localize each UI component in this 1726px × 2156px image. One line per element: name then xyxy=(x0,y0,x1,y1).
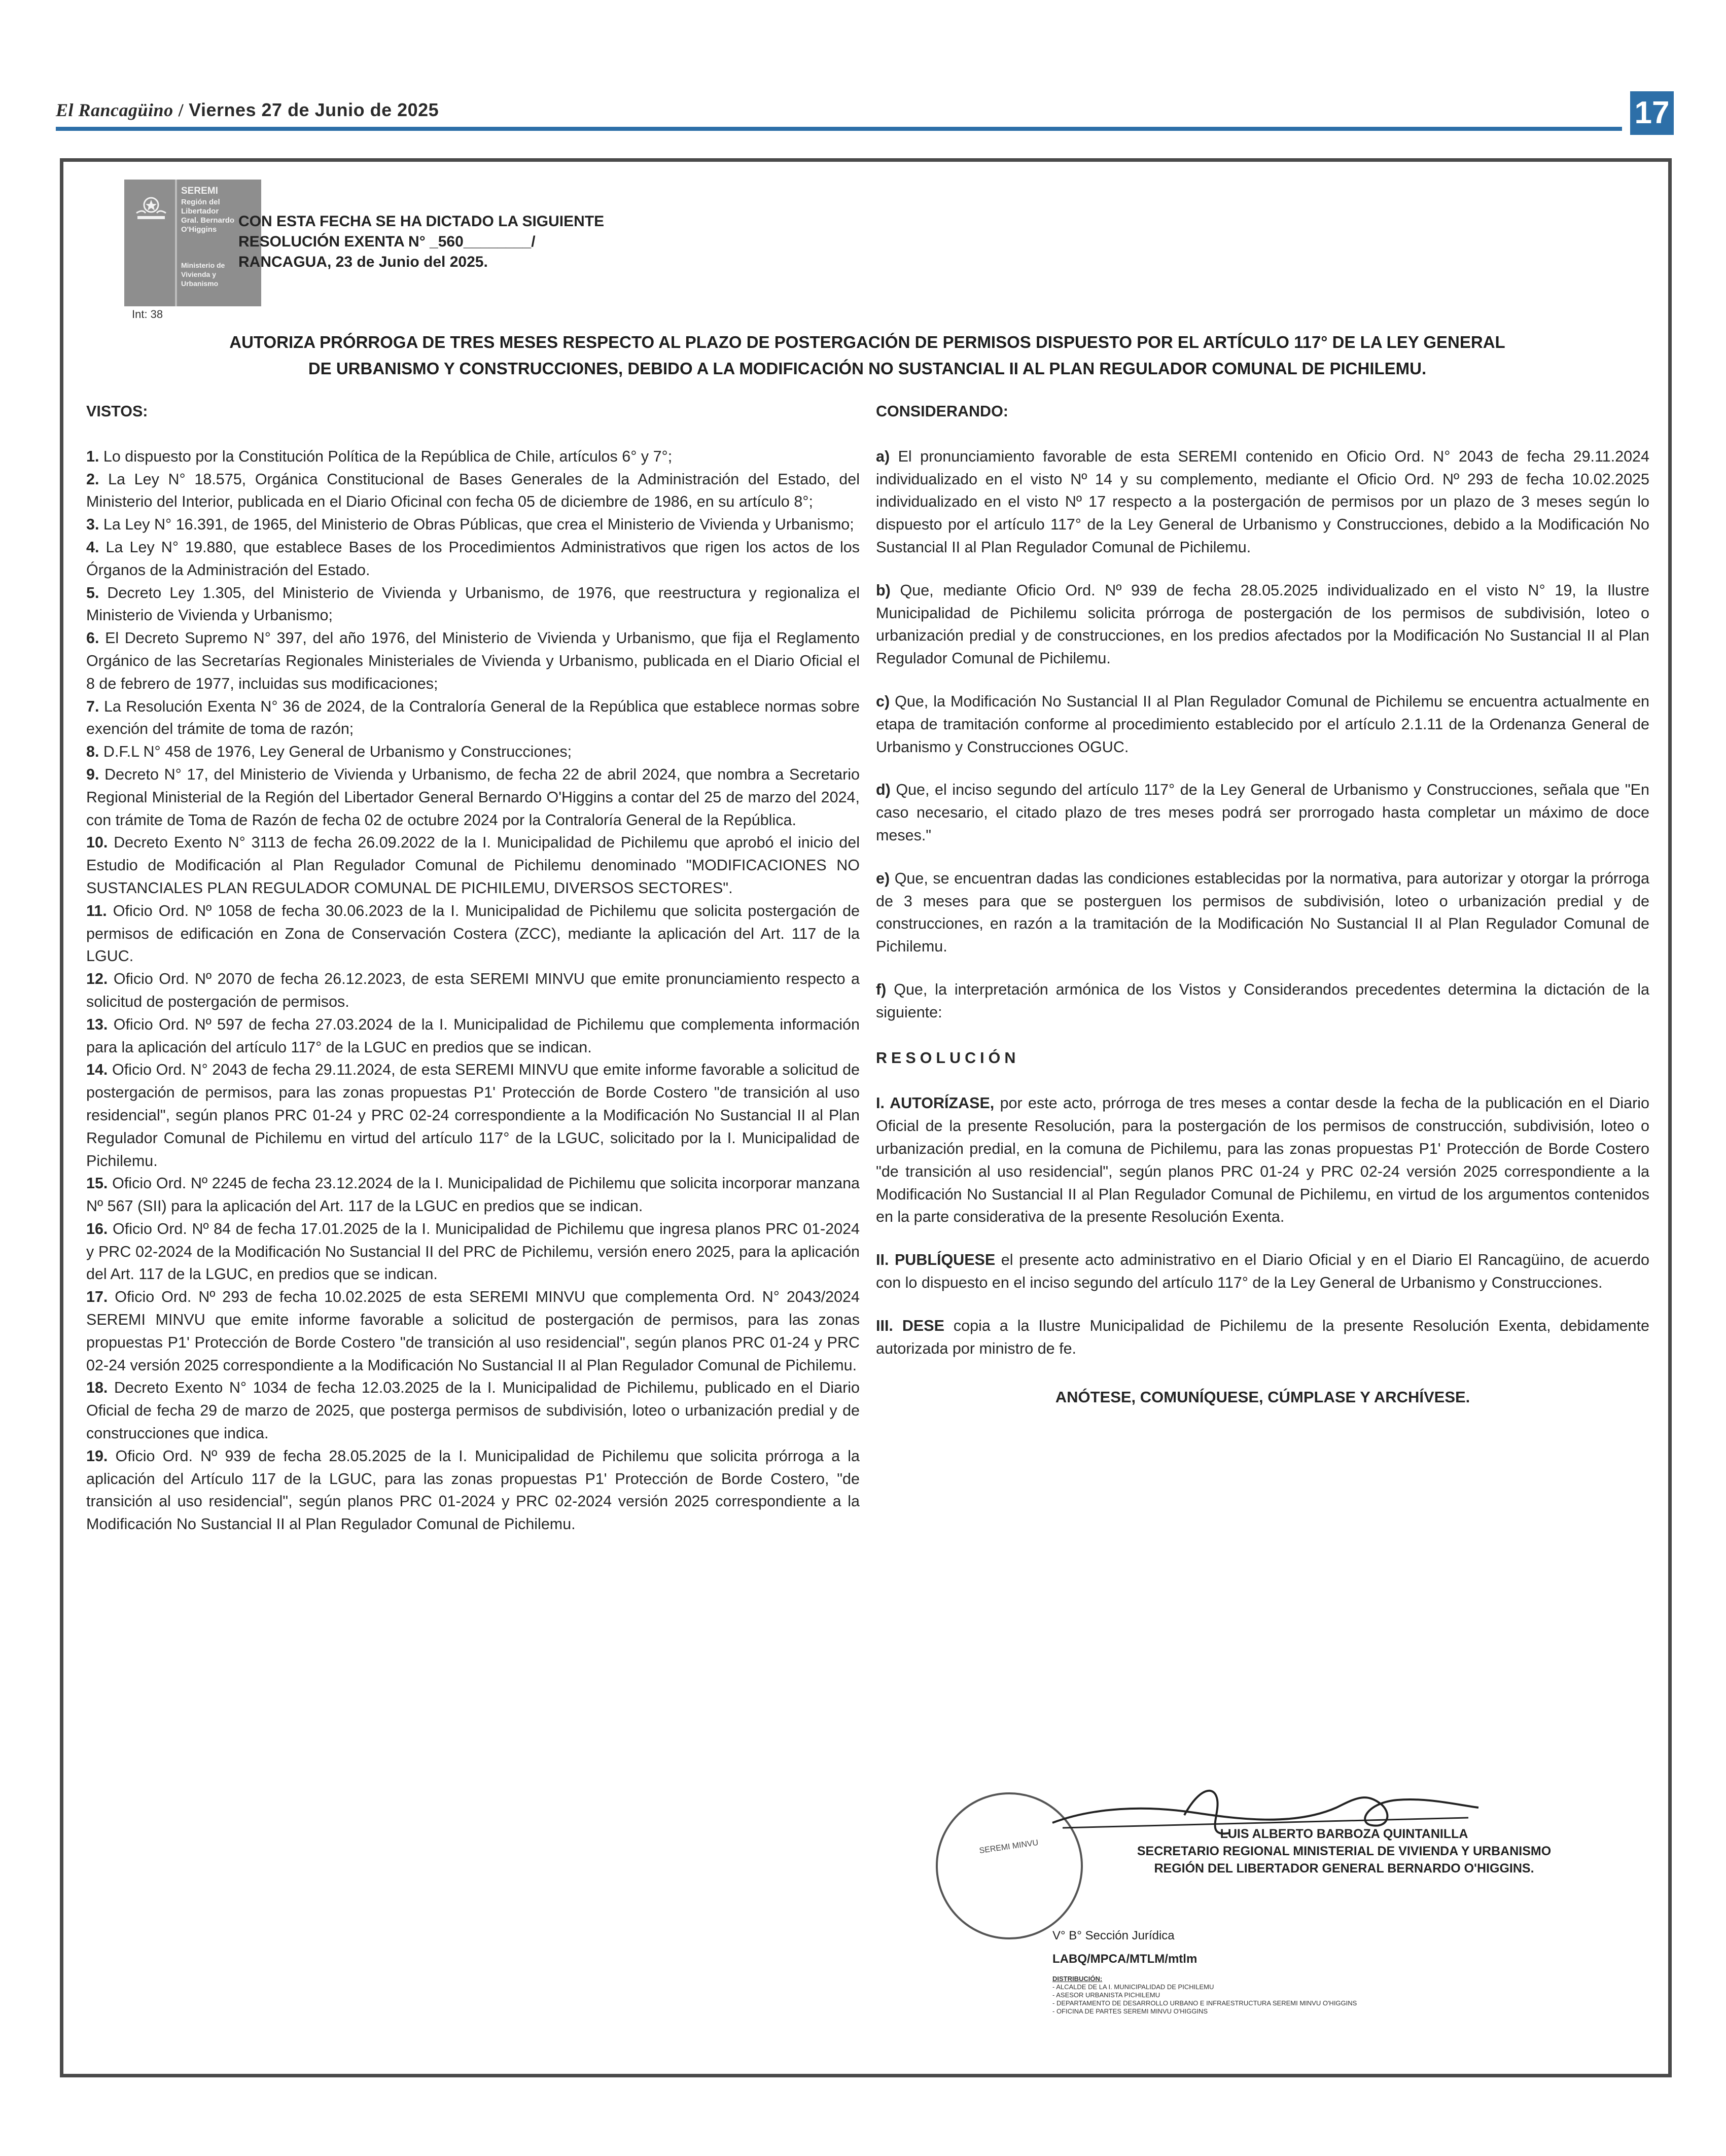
chile-crest-icon xyxy=(133,191,169,226)
newspaper-name: El Rancagüino xyxy=(56,100,173,120)
visto-number: 6. xyxy=(86,629,99,647)
visto-item xyxy=(86,627,860,695)
logo-ministry-line: Vivienda y xyxy=(181,270,217,278)
considerando-heading: CONSIDERANDO: xyxy=(876,403,1008,420)
visto-text: Decreto Ley 1.305, del Ministerio de Vivienda y Urbanismo, de 1976, que reestructura y regionaliza el Ministerio de Vivienda y Urbanismo; xyxy=(86,584,860,624)
considerando-text: Que, la interpretación armónica de los Vistos y Considerandos precedentes determina la dictación de la siguiente: xyxy=(876,980,1649,1021)
resolucion-number: I. AUTORÍZASE, xyxy=(876,1094,995,1112)
visto-text: Oficio Ord. Nº 293 de fecha 10.02.2025 de esta SEREMI MINVU que complementa Ord. N° 2043/2024 SEREMI MINVU que emite informe favorable a solicitud de postergación de permisos, para las zonas propuestas P1' Protección de Borde Costero "de transición al uso residencial", según planos PRC 01-24 y PRC 02-24 versión 2025 correspondiente a la Modificación No Sustancial II al Plan Regulador Comunal de Pichilemu. xyxy=(86,1288,860,1374)
visto-item xyxy=(86,831,860,899)
visto-item xyxy=(86,763,860,831)
resolucion-number: II. PUBLÍQUESE xyxy=(876,1251,996,1269)
visto-text: La Ley N° 18.575, Orgánica Constitucional de Bases Generales de la Administración del Estado, del Ministerio del Interior, publicada en el Diario Oficinal con fecha 05 de diciembre de 1986, en su artículo 8°; xyxy=(86,470,860,511)
visto-number: 5. xyxy=(86,584,99,602)
visto-text: La Resolución Exenta N° 36 de 2024, de la Contraloría General de la República que establece normas sobre exención del trámite de toma de razón; xyxy=(86,697,860,738)
visto-number: 13. xyxy=(86,1015,108,1033)
logo-ministry-line: Urbanismo xyxy=(181,279,219,288)
distribution-item: - ASESOR URBANISTA PICHILEMU xyxy=(1052,1991,1160,1999)
signature-meta xyxy=(1052,1924,1197,1971)
resolucion-number: III. DESE xyxy=(876,1317,944,1334)
considerando-column xyxy=(876,400,1649,1409)
considerando-item xyxy=(876,579,1649,670)
visto-number: 9. xyxy=(86,765,99,783)
logo-region-line: Región del Libertador xyxy=(181,198,220,216)
visto-number: 3. xyxy=(86,516,99,534)
considerando-letter: c) xyxy=(876,692,890,710)
visto-item xyxy=(86,582,860,627)
initials: LABQ/MPCA/MTLM/mtlm xyxy=(1052,1952,1197,1966)
visto-text: Oficio Ord. Nº 939 de fecha 28.05.2025 de la I. Municipalidad de Pichilemu que solicita prórroga a la aplicación del Artículo 117 de la LGUC, para las zonas propuestas P1' Protección de Borde Costero, "de transición al uso residencial", según planos PRC 01-2024 y PRC 02-2024 versión 2025 correspondiente a la Modificación No Sustancial II al Plan Regulador Comunal de Pichilemu. xyxy=(86,1447,860,1533)
resolucion-item xyxy=(876,1315,1649,1360)
visto-item xyxy=(86,1376,860,1444)
visto-text: Decreto Exento N° 3113 de fecha 26.09.2022 de la I. Municipalidad de Pichilemu que aprobó el inicio del Estudio de Modificación al Plan Regulador Comunal de Pichilemu denominado "MODIFICACIONES NO SUSTANCIALES PLAN REGULADOR COMUNAL DE PICHILEMU, DIVERSOS SECTORES". xyxy=(86,834,860,897)
visto-text: La Ley N° 16.391, de 1965, del Ministerio de Obras Públicas, que crea el Ministerio de Vivienda y Urbanismo; xyxy=(99,516,854,534)
considerando-item xyxy=(876,445,1649,559)
visto-item xyxy=(86,1218,860,1286)
visto-item xyxy=(86,968,860,1013)
visto-text: Oficio Ord. N° 2043 de fecha 29.11.2024, de esta SEREMI MINVU que emite informe favorable a solicitud de postergación de permisos, para las zonas propuestas P1' Protección de Borde Costero "de transición al uso residencial", según planos PRC 01-24 y PRC 02-24 correspondiente a la Modificación No Sustancial II al Plan Regulador Comunal de Pichilemu en virtud del artículo 117° de la LGUC, solicitado por la I. Municipalidad de Pichilemu. xyxy=(86,1061,860,1170)
visto-text: Oficio Ord. Nº 2070 de fecha 26.12.2023, de esta SEREMI MINVU que emite pronunciamiento respecto a solicitud de postergación de permisos. xyxy=(86,970,860,1010)
visto-number: 11. xyxy=(86,902,107,920)
visto-number: 12. xyxy=(86,970,108,988)
logo-divider xyxy=(175,180,177,306)
internal-reference: Int: 38 xyxy=(132,308,163,321)
resolucion-text: el presente acto administrativo en el Diario Oficial y en el Diario El Rancagüino, de acuerdo con lo dispuesto en el inciso segundo del artículo 117° de la Ley General de Urbanismo y Construcciones. xyxy=(876,1251,1649,1291)
resolution-number: RESOLUCIÓN EXENTA N° _560________/ xyxy=(238,233,536,250)
visto-text: Oficio Ord. Nº 84 de fecha 17.01.2025 de la I. Municipalidad de Pichilemu que ingresa planos PRC 01-2024 y PRC 02-2024 de la Modificación No Sustancial II del PRC de Pichilemu, versión enero 2025, para la aplicación del Art. 117 de la LGUC, en predios que se indican. xyxy=(86,1220,860,1283)
resolucion-heading: RESOLUCIÓN xyxy=(876,1049,1020,1067)
considerando-text: Que, se encuentran dadas las condiciones establecidas por la normativa, para autorizar y otorgar la prórroga de 3 meses para que se posterguen los permisos de subdivisión, loteo o urbanización predial y de construcciones, en razón a la tramitación de la Modificación No Sustancial II al Plan Regulador Comunal de Pichilemu. xyxy=(876,869,1649,956)
considerando-letter: a) xyxy=(876,447,890,465)
visto-item xyxy=(86,513,860,536)
distribution-item: - DEPARTAMENTO DE DESARROLLO URBANO E INFRAESTRUCTURA SEREMI MINVU O'HIGGINS xyxy=(1052,1999,1357,2007)
visto-number: 10. xyxy=(86,834,108,852)
logo-seremi: SEREMI xyxy=(181,186,218,196)
visto-item xyxy=(86,740,860,763)
visto-number: 19. xyxy=(86,1447,108,1465)
visto-item xyxy=(86,536,860,582)
considerando-letter: f) xyxy=(876,980,887,998)
visto-number: 16. xyxy=(86,1220,108,1238)
legal-notice-frame xyxy=(60,158,1672,2077)
visto-number: 2. xyxy=(86,470,99,488)
logo-region-line: O'Higgins xyxy=(181,225,217,234)
resolution-header-line: CON ESTA FECHA SE HA DICTADO LA SIGUIENTE xyxy=(238,213,605,230)
masthead xyxy=(56,99,439,121)
considerando-text: Que, el inciso segundo del artículo 117° de la Ley General de Urbanismo y Construcciones, señala que "En caso necesario, el citado plazo de tres meses podrá ser prorrogado hasta completar un máximo de doce meses." xyxy=(876,781,1649,844)
page-number-badge: 17 xyxy=(1630,91,1674,135)
resolucion-text: por este acto, prórroga de tres meses a contar desde la fecha de la publicación en el Diario Oficial de la presente Resolución, para la postergación de los permisos de construcción, subdivisión, loteo o urbanización predial, en la comuna de Pichilemu, para las zonas propuestas P1' Protección de Borde Costero "de transición al uso residencial", según planos PRC 01-24 y PRC 02-24 versión 2025 correspondiente a la Modificación No Sustancial II al Plan Regulador Comunal de Pichilemu, en virtud de los argumentos contenidos en la parte considerativa de la presente Resolución Exenta. xyxy=(876,1094,1649,1226)
masthead-separator: / xyxy=(178,100,184,120)
resolution-date: RANCAGUA, 23 de Junio del 2025. xyxy=(238,254,488,270)
considerando-letter: b) xyxy=(876,581,891,599)
visto-number: 15. xyxy=(86,1175,108,1192)
visto-item xyxy=(86,468,860,514)
visto-item xyxy=(86,1445,860,1536)
header-rule xyxy=(56,127,1622,131)
signature-block xyxy=(936,1777,1636,2071)
distribution-item: - ALCALDE DE LA I. MUNICIPALIDAD DE PICHILEMU xyxy=(1052,1983,1214,1991)
visto-item xyxy=(86,1172,860,1218)
visto-text: Oficio Ord. Nº 2245 de fecha 23.12.2024 de la I. Municipalidad de Pichilemu que solicita incorporar manzana Nº 567 (SII) para la aplicación del Art. 117 de la LGUC en predios que se indican. xyxy=(86,1175,860,1215)
issue-date: Viernes 27 de Junio de 2025 xyxy=(189,99,439,120)
visto-number: 18. xyxy=(86,1379,108,1397)
visto-number: 8. xyxy=(86,743,99,761)
visto-text: D.F.L N° 458 de 1976, Ley General de Urbanismo y Construcciones; xyxy=(99,743,572,761)
visto-number: 1. xyxy=(86,447,99,465)
considerando-text: El pronunciamiento favorable de esta SEREMI contenido en Oficio Ord. N° 2043 de fecha 29.11.2024 individualizado en el visto Nº 14 y su complemento, mediante el Oficio Ord. Nº 293 de fecha 10.02.2025 individualizado en el visto Nº 17 respecto a la postergación de permisos por un plazo de 3 meses según lo dispuesto por el artículo 117° de la Ley General de Urbanismo y Construcciones, debido a la Modificación No Sustancial II al Plan Regulador Comunal de Pichilemu. xyxy=(876,447,1649,556)
vistos-column xyxy=(86,400,860,1536)
title-line: DE URBANISMO Y CONSTRUCCIONES, DEBIDO A LA MODIFICACIÓN NO SUSTANCIAL II AL PLAN REGULADOR COMUNAL DE PICHILEMU. xyxy=(308,359,1427,378)
newspaper-header xyxy=(56,91,1674,142)
considerando-text: Que, la Modificación No Sustancial II al Plan Regulador Comunal de Pichilemu se encuentra actualmente en etapa de tramitación conforme al procedimiento establecido por el artículo 2.1.11 de la Ordenanza General de Urbanismo y Construcciones OGUC. xyxy=(876,692,1649,756)
considerando-item xyxy=(876,978,1649,1024)
signer-region: REGIÓN DEL LIBERTADOR GENERAL BERNARDO O'HIGGINS. xyxy=(1154,1861,1534,1876)
visto-text: Decreto Exento N° 1034 de fecha 12.03.2025 de la I. Municipalidad de Pichilemu, publicado en el Diario Oficial de fecha 29 de marzo de 2025, que posterga permisos de subdivisión, loteo o urbanización predial y de construcciones que indica. xyxy=(86,1379,860,1442)
visto-text: Lo dispuesto por la Constitución Política de la República de Chile, artículos 6° y 7°; xyxy=(99,447,673,465)
stamp-text: SEREMI MINVU xyxy=(978,1838,1039,1856)
vistos-heading: VISTOS: xyxy=(86,403,148,420)
visto-item xyxy=(86,695,860,741)
resolution-header xyxy=(238,211,695,272)
visto-number: 14. xyxy=(86,1061,108,1079)
resolucion-item xyxy=(876,1249,1649,1294)
visto-text: El Decreto Supremo N° 397, del año 1976, del Ministerio de Vivienda y Urbanismo, que fija el Reglamento Orgánico de las Secretarías Regionales Ministeriales de Vivienda y Urbanismo, publicada en el Diario Oficial el 8 de febrero de 1977, incluidas sus modificaciones; xyxy=(86,629,860,692)
visto-item xyxy=(86,1013,860,1059)
closing-formula: ANÓTESE, COMUNÍQUESE, CÚMPLASE Y ARCHÍVESE. xyxy=(1055,1388,1470,1406)
logo-region-line: Gral. Bernardo xyxy=(181,216,235,225)
signer-name: LUIS ALBERTO BARBOZA QUINTANILLA xyxy=(1220,1827,1468,1841)
visto-number: 4. xyxy=(86,538,99,556)
resolucion-text: copia a la Ilustre Municipalidad de Pichilemu de la presente Resolución Exenta, debidamente autorizada por ministro de fe. xyxy=(876,1317,1649,1357)
distribution-list xyxy=(1052,1975,1509,2016)
visto-item xyxy=(86,1058,860,1172)
visto-text: Oficio Ord. Nº 1058 de fecha 30.06.2023 de la I. Municipalidad de Pichilemu que solicita postergación de permisos de edificación en Zona de Conservación Costera (ZCC), mediante la aplicación del Art. 117 de la LGUC. xyxy=(86,902,860,965)
distribution-item: - OFICINA DE PARTES SEREMI MINVU O'HIGGINS xyxy=(1052,2007,1208,2015)
considerando-item xyxy=(876,867,1649,958)
visto-number: 17. xyxy=(86,1288,108,1306)
visto-number: 7. xyxy=(86,697,99,715)
considerando-item xyxy=(876,690,1649,758)
considerando-letter: d) xyxy=(876,781,891,799)
title-line: AUTORIZA PRÓRROGA DE TRES MESES RESPECTO AL PLAZO DE POSTERGACIÓN DE PERMISOS DISPUESTO POR EL ARTÍCULO 117° DE LA LEY GENERAL xyxy=(229,333,1505,351)
resolucion-item xyxy=(876,1092,1649,1228)
distribution-title: DISTRIBUCIÓN: xyxy=(1052,1975,1103,1983)
logo-ministry-line: Ministerio de xyxy=(181,261,225,269)
visto-text: Oficio Ord. Nº 597 de fecha 27.03.2024 de la I. Municipalidad de Pichilemu que complementa información para la aplicación del artículo 117° de la LGUC en predios que se indican. xyxy=(86,1015,860,1056)
visto-item xyxy=(86,445,860,468)
considerando-item xyxy=(876,779,1649,846)
considerando-letter: e) xyxy=(876,869,890,887)
visto-bueno: V° B° Sección Jurídica xyxy=(1052,1929,1175,1942)
resolution-title xyxy=(190,329,1544,382)
visto-item xyxy=(86,1286,860,1376)
visto-item xyxy=(86,900,860,968)
signer-block xyxy=(1078,1825,1610,1877)
considerando-text: Que, mediante Oficio Ord. Nº 939 de fecha 28.05.2025 individualizado en el visto N° 19, la Ilustre Municipalidad de Pichilemu solicita prórroga de postergación de los permisos de subdivisión, loteo o urbanización predial y de construcciones, en los predios afectados por la Modificación No Sustancial II al Plan Regulador Comunal de Pichilemu. xyxy=(876,581,1649,667)
signer-title: SECRETARIO REGIONAL MINISTERIAL DE VIVIENDA Y URBANISMO xyxy=(1137,1844,1552,1858)
visto-text: Decreto N° 17, del Ministerio de Vivienda y Urbanismo, de fecha 22 de abril 2024, que nombra a Secretario Regional Ministerial de la Región del Libertador General Bernardo O'Higgins a contar del 25 de marzo del 2024, con trámite de Toma de Razón de fecha 02 de octubre 2024 por la Contraloría General de la República. xyxy=(86,765,860,829)
visto-text: La Ley N° 19.880, que establece Bases de los Procedimientos Administrativos que rigen los actos de los Órganos de la Administración del Estado. xyxy=(86,538,860,579)
